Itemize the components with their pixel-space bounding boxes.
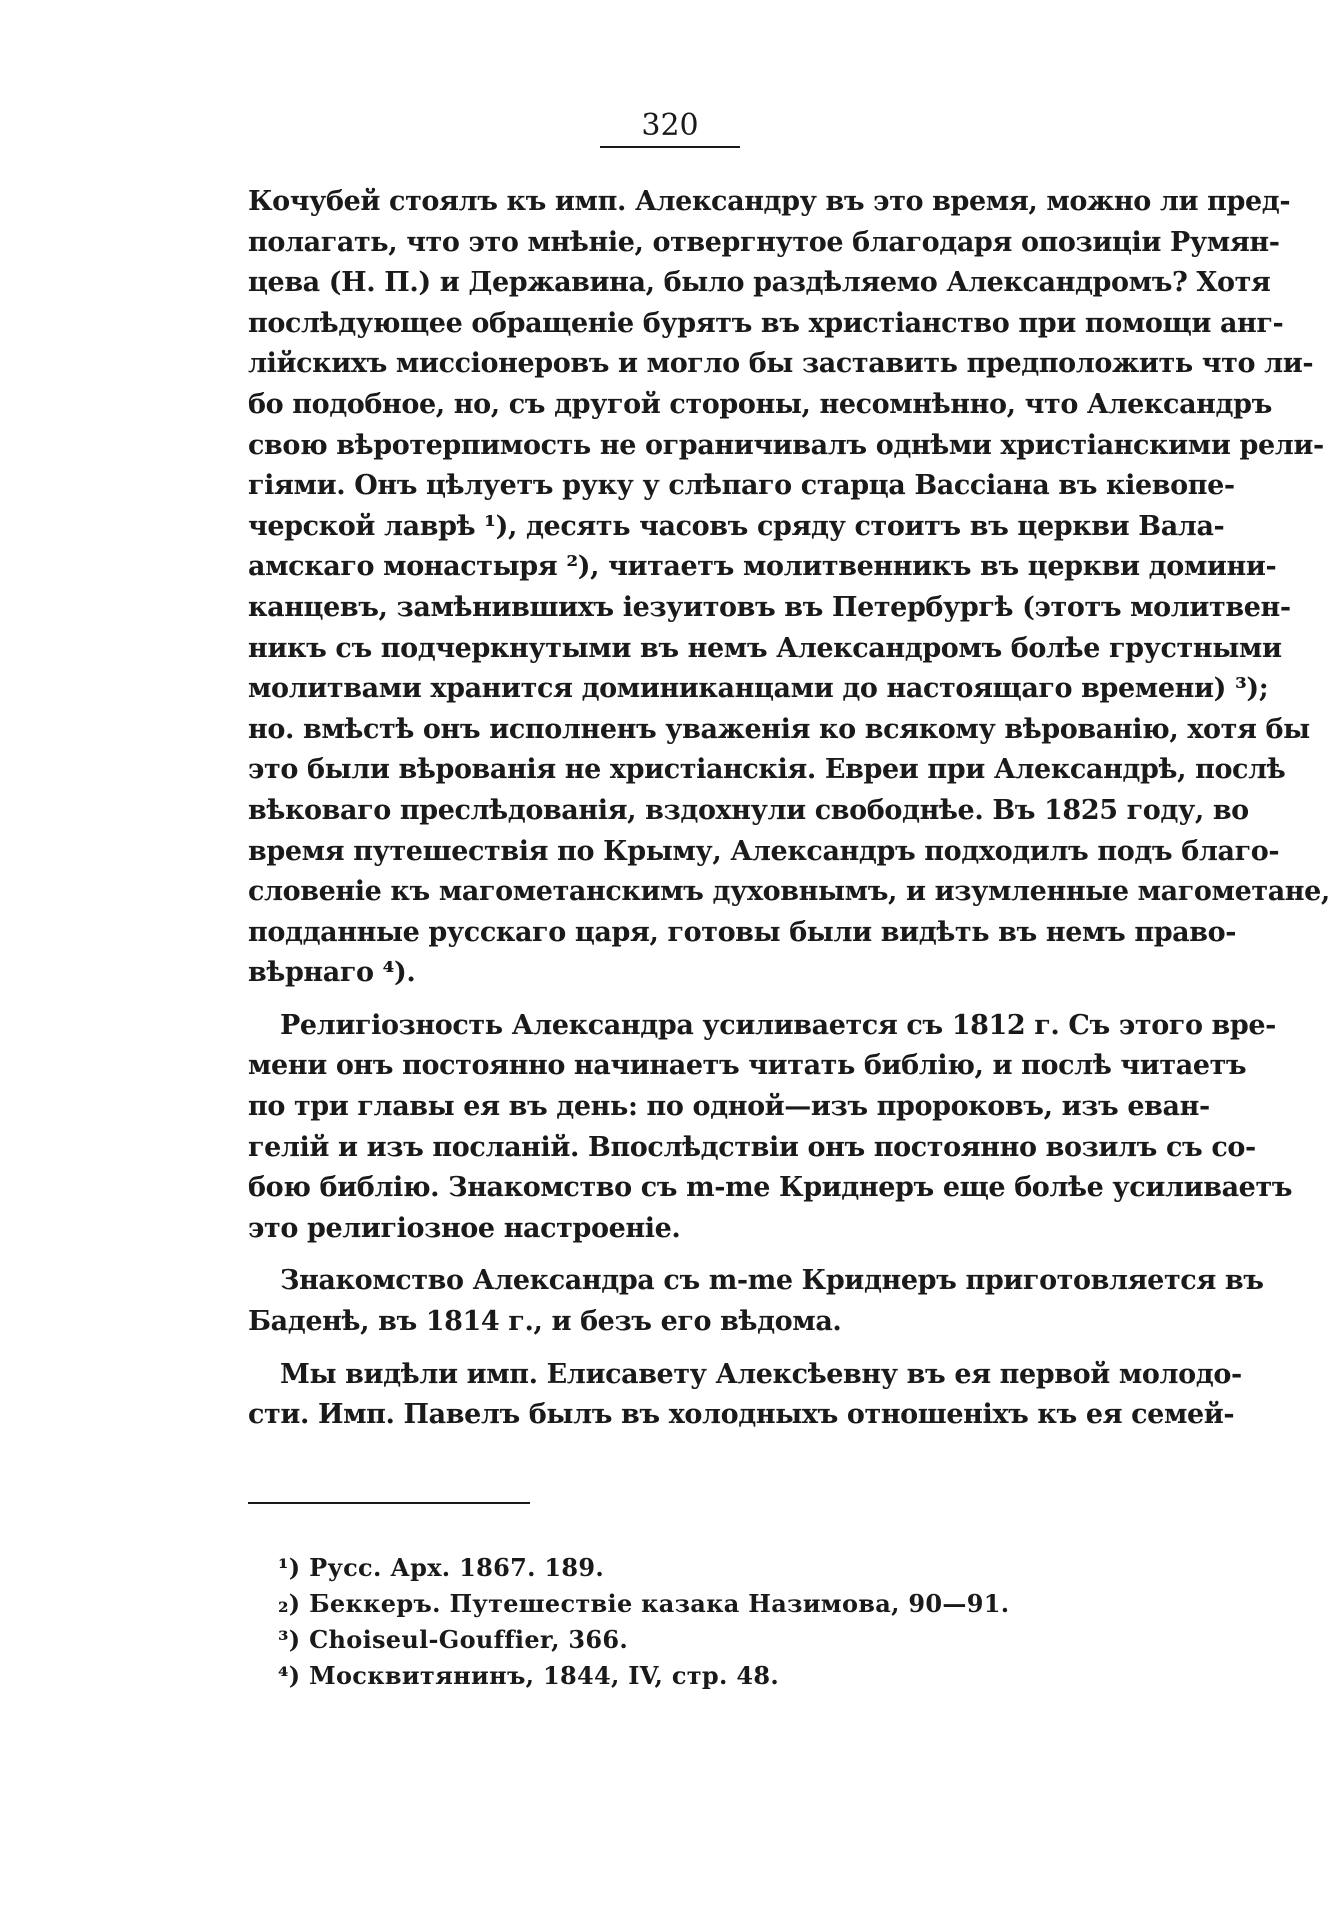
text-line: канцевъ, замѣнившихъ іезуитовъ въ Петербургѣ (этотъ молитвен- xyxy=(248,591,1291,623)
text-line: полагать, что это мнѣніе, отвергнутое благодаря опозиціи Румян- xyxy=(248,226,1280,258)
text-line: сти. Имп. Павелъ былъ въ холодныхъ отношеніхъ къ ея семей- xyxy=(248,1399,1235,1431)
paragraph xyxy=(248,1006,1293,1250)
footnote-text: Choiseul-Gouffier, 366. xyxy=(309,1625,629,1654)
text-line: Религіозность Александра усиливается съ 1812 г. Съ этого вре- xyxy=(280,1009,1276,1041)
paragraph xyxy=(248,1355,1242,1436)
text-line: послѣдующее обращеніе бурятъ въ христіанство при помощи анг- xyxy=(248,307,1284,339)
text-line: это религіозное настроеніе. xyxy=(248,1212,681,1244)
text-line: Знакомство Александра съ m-me Криднеръ приготовляется въ xyxy=(280,1265,1264,1297)
text-line: время путешествія по Крыму, Александръ подходилъ подъ благо- xyxy=(248,835,1280,867)
text-line: словеніе къ магометанскимъ духовнымъ, и изумленные магометане, xyxy=(248,876,1330,908)
page-header xyxy=(600,108,740,148)
footnote xyxy=(278,1550,978,1586)
footnote-mark: ³) xyxy=(278,1625,301,1654)
footnote xyxy=(278,1586,1010,1622)
paragraph xyxy=(248,182,1330,994)
page-number: 320 xyxy=(641,108,699,143)
page-number-rule xyxy=(600,146,740,148)
footnote-mark: ¹) xyxy=(278,1553,301,1582)
text-line: гіями. Онъ цѣлуетъ руку у слѣпаго старца Вассіана въ кіевопе- xyxy=(248,470,1235,502)
text-line: вѣковаго преслѣдованія, вздохнули свободнѣе. Въ 1825 году, во xyxy=(248,794,1249,826)
text-line: Баденѣ, въ 1814 г., и безъ его вѣдома. xyxy=(248,1306,842,1338)
text-line: никъ съ подчеркнутыми въ немъ Александромъ болѣе грустными xyxy=(248,632,1282,664)
footnote xyxy=(278,1622,978,1658)
footnote-mark: ₂) xyxy=(278,1589,301,1618)
footnote-text: Москвитянинъ, 1844, IV, стр. 48. xyxy=(309,1661,779,1690)
paragraphs xyxy=(248,182,1330,1436)
footnotes xyxy=(278,1550,1010,1694)
text-line: цева (Н. П.) и Державина, было раздѣляемо Александромъ? Хотя xyxy=(248,267,1271,299)
text-line: но. вмѣстѣ онъ исполненъ уваженія ко всякому вѣрованію, хотя бы xyxy=(248,713,1310,745)
text-line: черской лаврѣ ¹), десять часовъ сряду стоитъ въ церкви Вала- xyxy=(248,510,1225,542)
text-line: гелій и изъ посланій. Впослѣдствіи онъ постоянно возилъ съ со- xyxy=(248,1131,1256,1163)
body-text xyxy=(248,182,1330,1436)
text-line: вѣрнаго ⁴). xyxy=(248,957,416,989)
paragraph-gap xyxy=(248,1249,1088,1261)
text-line: молитвами хранится доминиканцами до настоящаго времени) ³); xyxy=(248,673,1269,705)
text-line: Мы видѣли имп. Елисавету Алексѣевну въ ея первой молодо- xyxy=(280,1358,1242,1390)
text-line: мени онъ постоянно начинаетъ читать библію, и послѣ читаетъ xyxy=(248,1050,1247,1082)
footnote-text: Беккеръ. Путешествіе казака Назимова, 90—91. xyxy=(309,1589,1010,1618)
footnote-divider xyxy=(248,1502,530,1504)
text-line: бо подобное, но, съ другой стороны, несомнѣнно, что Александръ xyxy=(248,388,1272,420)
text-line: по три главы ея въ день: по одной—изъ пророковъ, изъ еван- xyxy=(248,1091,1210,1123)
text-line: подданные русскаго царя, готовы были видѣть въ немъ право- xyxy=(248,916,1237,948)
text-line: это были вѣрованія не христіанскія. Евреи при Александрѣ, послѣ xyxy=(248,754,1286,786)
paragraph-gap xyxy=(248,1343,1088,1355)
footnote xyxy=(278,1658,978,1694)
text-line: амскаго монастыря ²), читаетъ молитвенникъ въ церкви домини- xyxy=(248,551,1277,583)
text-line: Кочубей стоялъ къ имп. Александру въ это время, можно ли пред- xyxy=(248,186,1291,217)
text-line: свою вѣротерпимость не ограничивалъ однѣми христіанскими рели- xyxy=(248,429,1324,461)
text-line: лійскихъ миссіонеровъ и могло бы заставить предположить что ли- xyxy=(248,348,1314,380)
paragraph-gap xyxy=(248,994,1088,1006)
footnote-text: Русс. Арх. 1867. 189. xyxy=(309,1553,605,1582)
footnote-mark: ⁴) xyxy=(278,1661,301,1690)
text-line: бою библію. Знакомство съ m-me Криднеръ еще болѣе усиливаетъ xyxy=(248,1172,1293,1204)
paragraph xyxy=(248,1261,1264,1342)
